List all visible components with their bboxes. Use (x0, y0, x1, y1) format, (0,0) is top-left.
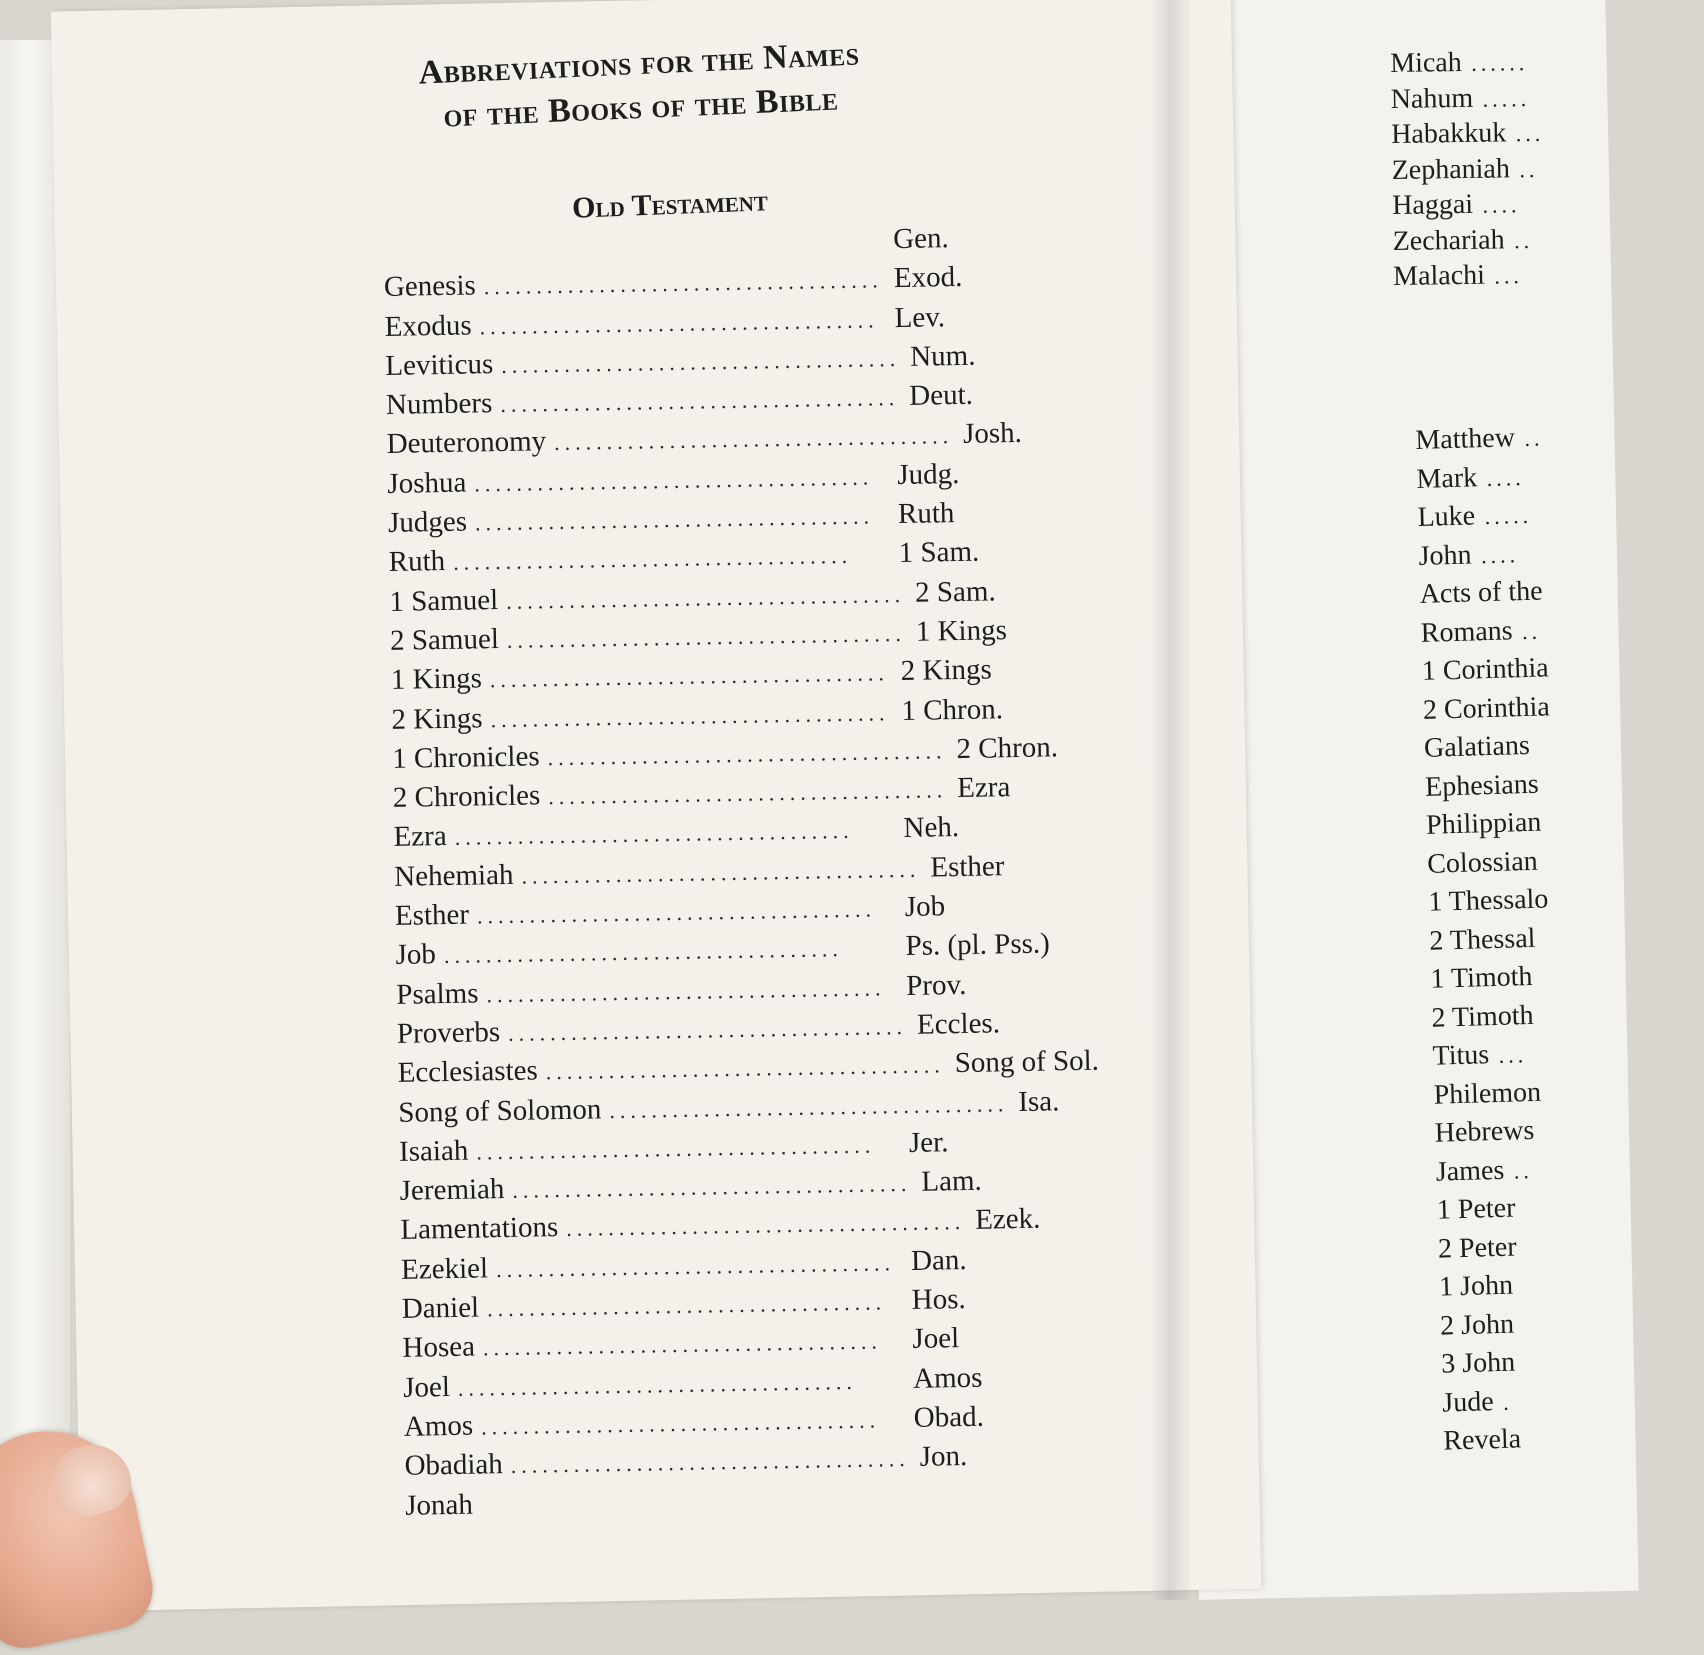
dot-leader: . (1493, 1389, 1513, 1415)
dot-leader: .. (1504, 1158, 1533, 1184)
book-abbreviation: Isa. (1008, 1082, 1229, 1119)
book-abbreviation: Amos (903, 1359, 1124, 1396)
dot-leader: ...................................... (475, 503, 888, 536)
book-name: Isaiah (399, 1134, 477, 1168)
right-book-row (1391, 115, 1651, 154)
dot-leader: ...................................... (454, 818, 893, 852)
book-name: Ephesians (1425, 768, 1539, 802)
dot-leader: ... (1489, 1042, 1528, 1068)
dot-leader: ...................................... (481, 1407, 904, 1440)
book-name: Jonah (405, 1488, 481, 1522)
dot-leader: .. (1512, 618, 1541, 644)
book-name: Zechariah (1392, 224, 1504, 257)
right-book-row (1392, 222, 1652, 261)
dot-leader: ...................................... (511, 1446, 910, 1479)
book-name: Malachi (1393, 260, 1485, 292)
book-name: 1 Chronicles (392, 740, 548, 776)
dot-leader: .... (1471, 542, 1519, 568)
book-abbreviation: Exod. (884, 259, 1105, 296)
dot-leader: ...................................... (483, 1328, 903, 1361)
right-page-new-testament-list (1415, 418, 1704, 1464)
book-name: Joshua (387, 466, 475, 501)
dot-leader: ...................................... (453, 543, 889, 577)
book-abbreviation: 2 Sam. (905, 573, 1126, 610)
book-name: Lamentations (400, 1211, 566, 1247)
book-name: Genesis (384, 270, 484, 305)
dot-leader: ...................................... (554, 424, 953, 457)
dot-leader: ...................................... (444, 936, 896, 970)
book-name: 2 Chronicles (393, 779, 549, 815)
book-name: John (1418, 539, 1472, 571)
book-abbreviation: 1 Chron. (891, 691, 1112, 728)
dot-leader: ..... (1473, 86, 1530, 112)
book-name: Esther (395, 899, 478, 933)
book-name: Hosea (402, 1331, 483, 1365)
dot-leader: .. (1504, 228, 1533, 253)
dot-leader: ...................................... (501, 346, 900, 379)
book-abbreviation: Neh. (893, 809, 1114, 846)
book-abbreviation (905, 1502, 1125, 1506)
dot-leader: ...................................... (500, 385, 899, 418)
dot-leader: ... (1485, 263, 1523, 289)
dot-leader: ...................................... (486, 975, 896, 1008)
book-name: Mark (1416, 462, 1477, 495)
title-line-1: Abbreviations for the Names (298, 27, 979, 101)
book-abbreviation: 2 Chron. (946, 729, 1167, 766)
dot-leader: ... (1506, 121, 1544, 147)
dot-leader: ...... (1462, 50, 1529, 76)
dot-leader: ..... (1475, 503, 1533, 530)
book-name: 1 Peter (1436, 1193, 1515, 1226)
book-name: Jeremiah (399, 1173, 512, 1208)
book-abbreviation: Num. (900, 337, 1121, 374)
book-name: Amos (404, 1409, 482, 1443)
book-abbreviation: Ruth (888, 494, 1109, 531)
book-name: 2 Thessal (1429, 922, 1536, 956)
book-name: Psalms (396, 977, 487, 1012)
right-book-row (1390, 44, 1650, 83)
dot-leader: ...................................... (458, 1368, 904, 1402)
book-abbreviation: 1 Kings (906, 612, 1127, 649)
book-abbreviation: Prov. (896, 966, 1117, 1003)
book-name: Revela (1443, 1423, 1522, 1456)
right-book-row (1392, 186, 1652, 225)
book-name: Luke (1417, 500, 1475, 533)
book-abbreviation: Ezek. (965, 1201, 1186, 1238)
dot-leader: ...................................... (487, 1289, 902, 1322)
book-name: 2 Kings (391, 702, 491, 737)
book-abbreviation: Hos. (901, 1280, 1122, 1317)
right-book-row (1390, 80, 1650, 119)
book-name: 1 Kings (391, 662, 491, 697)
book-name: Habakkuk (1391, 117, 1506, 150)
book-name: Romans (1420, 615, 1513, 649)
right-book-row (1443, 1418, 1704, 1464)
book-name: Ezra (393, 820, 455, 854)
book-abbreviation: Josh. (953, 415, 1174, 452)
book-name: Acts of the (1419, 576, 1543, 610)
book-name: Matthew (1415, 422, 1515, 456)
book-name: Colossian (1427, 845, 1538, 879)
dot-leader: ...................................... (479, 307, 884, 340)
book-name: Proverbs (397, 1016, 509, 1051)
book-abbreviation: Dan. (901, 1241, 1122, 1278)
dot-leader: ...................................... (566, 1209, 965, 1242)
book-name: Galatians (1424, 730, 1531, 764)
right-page-old-testament-list (1390, 44, 1653, 296)
book-name: 1 Samuel (389, 584, 506, 619)
book-name: 3 John (1441, 1347, 1516, 1380)
dot-leader: ...................................... (506, 582, 905, 615)
book-abbreviation: Joel (902, 1320, 1123, 1357)
book-name: Nahum (1390, 82, 1473, 114)
book-name: Obadiah (404, 1448, 511, 1483)
dot-leader: ...................................... (548, 777, 947, 810)
dot-leader: ...................................... (609, 1091, 1008, 1124)
book-name: 1 Corinthia (1421, 652, 1549, 687)
book-abbreviation: Ps. (pl. Pss.) (895, 927, 1116, 964)
right-book-row (1391, 151, 1651, 190)
book-name: 2 John (1440, 1308, 1515, 1341)
dot-leader: ...................................... (507, 621, 906, 654)
dot-leader (391, 248, 883, 257)
dot-leader: ...................................... (476, 1132, 899, 1165)
book-abbreviation: Gen. (883, 219, 1104, 256)
right-book-row (1393, 257, 1653, 296)
dot-leader: ...................................... (484, 268, 885, 301)
book-abbreviation: Obad. (903, 1398, 1124, 1435)
book-name: 1 Timoth (1430, 961, 1533, 995)
dot-leader: ...................................... (496, 1250, 901, 1283)
book-name: 1 Thessalo (1428, 883, 1549, 917)
dot-leader: ...................................... (521, 856, 920, 889)
book-name: James (1435, 1154, 1504, 1187)
dot-leader: ...................................... (490, 700, 891, 733)
dot-leader: ...................................... (546, 1053, 945, 1086)
book-name: Exodus (384, 309, 480, 344)
title-line-2: of the Books of the Bible (300, 71, 981, 145)
book-name: Titus (1432, 1039, 1489, 1072)
book-name: Micah (1390, 47, 1462, 79)
book-abbreviation: Judg. (887, 455, 1108, 492)
dot-leader: .... (1473, 192, 1521, 218)
dot-leader: ...................................... (474, 464, 887, 497)
book-name: Judges (388, 506, 476, 541)
book-abbreviation: Job (895, 887, 1116, 924)
book-abbreviation: Jer. (899, 1123, 1120, 1160)
book-name: Zephaniah (1391, 153, 1510, 186)
book-name: 2 Samuel (390, 623, 507, 658)
book-name: Philemon (1433, 1076, 1541, 1110)
dot-leader: ...................................... (547, 738, 946, 771)
book-name: Daniel (402, 1291, 488, 1325)
dot-leader: ...................................... (477, 896, 895, 929)
book-name: 1 John (1439, 1270, 1514, 1303)
book-name: Jude (1442, 1386, 1494, 1418)
book-name: 2 Peter (1438, 1231, 1517, 1264)
dot-leader: .. (1515, 425, 1544, 451)
dot-leader: .... (1477, 464, 1525, 490)
book-abbreviation: Jon. (909, 1437, 1130, 1474)
book-abbreviation: 2 Kings (890, 652, 1111, 689)
dot-leader (481, 1506, 905, 1513)
dot-leader: ...................................... (490, 660, 891, 693)
book-name: Job (395, 938, 444, 972)
book-name: 2 Timoth (1431, 999, 1534, 1033)
book-name: Haggai (1392, 189, 1473, 221)
book-name: Song of Solomon (398, 1093, 610, 1130)
book-abbreviation: Ezra (947, 769, 1168, 806)
dot-leader: ...................................... (508, 1014, 907, 1047)
book-name: Joel (403, 1370, 458, 1404)
dot-leader: .. (1510, 156, 1539, 181)
book-abbreviation: Esther (920, 848, 1141, 885)
book-abbreviation: Song of Sol. (944, 1044, 1165, 1081)
book-name: Deuteronomy (386, 426, 554, 462)
book-name: Numbers (386, 387, 501, 422)
book-name: Hebrews (1434, 1115, 1534, 1149)
section-heading-old-testament: Old Testament (440, 179, 901, 231)
dot-leader: ...................................... (512, 1171, 911, 1204)
book-abbreviation: Lam. (911, 1162, 1132, 1199)
book-abbreviation: Eccles. (907, 1005, 1128, 1042)
book-name: Ruth (388, 545, 453, 579)
book-name: 2 Corinthia (1423, 691, 1551, 726)
book-abbreviation: Lev. (884, 298, 1105, 335)
book-abbreviation: Deut. (899, 376, 1120, 413)
book-name: Nehemiah (394, 858, 522, 893)
book-name: Ecclesiastes (397, 1055, 546, 1091)
book-name: Philippian (1426, 807, 1542, 841)
old-testament-list (383, 219, 1126, 1528)
book-name: Leviticus (385, 348, 501, 383)
book-name: Ezekiel (401, 1252, 497, 1287)
book-abbreviation: 1 Sam. (888, 534, 1109, 571)
